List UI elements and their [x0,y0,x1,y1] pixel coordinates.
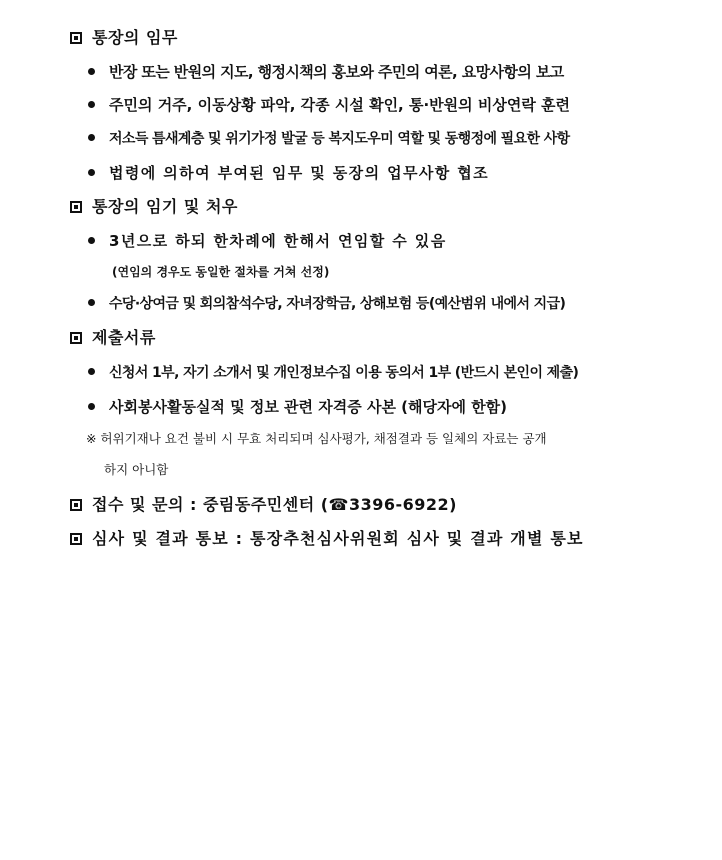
bullet-icon [88,101,95,108]
bullet-icon [88,134,95,141]
bullet-icon [88,169,95,176]
list-item-text: 신청서 1부, 자기 소개서 및 개인정보수집 이용 동의서 1부 (반드시 본인이 제출) [109,365,579,381]
square-marker-icon [70,332,82,344]
sub-note [112,260,329,284]
section-heading-text: 통장의 임무 [92,28,178,47]
list-item [88,361,578,385]
list-item-text: 사회봉사활동실적 및 정보 관련 자격증 사본 (해당자에 한함) [109,398,508,416]
section-heading-documents [70,326,156,350]
square-marker-icon [70,32,82,44]
section-heading-term [70,195,238,219]
bullet-icon [88,368,95,375]
square-marker-icon [70,533,82,545]
section-heading-review [70,527,584,551]
list-item-text: 저소득 틈새계층 및 위기가정 발굴 등 복지도우미 역할 및 동행정에 필요한 사항 [109,131,570,147]
list-item-text: 3년으로 하되 한차례에 한해서 연임할 수 있음 [109,232,447,250]
bullet-icon [88,403,95,410]
list-item [88,292,565,316]
section-heading-text: 통장의 임기 및 처우 [92,197,238,216]
list-item-text: 반장 또는 반원의 지도, 행정시책의 홍보와 주민의 여론, 요망사항의 보고 [109,63,564,81]
section-heading-duties [70,26,178,50]
note-text: 하지 아니함 [104,462,169,477]
section-heading-text: 제출서류 [92,328,156,347]
list-item [88,229,447,253]
section-heading-text: 접수 및 문의 : 중림동주민센터 (☎3396-6922) [92,495,457,514]
section-heading-contact [70,493,457,517]
bullet-icon [88,299,95,306]
bullet-icon [88,237,95,244]
list-item [88,395,507,419]
note-line-continued [104,458,168,482]
list-item-text: 법령에 의하여 부여된 임무 및 동장의 업무사항 협조 [109,164,490,182]
list-item [88,60,564,84]
list-item-text: 주민의 거주, 이동상황 파악, 각종 시설 확인, 통·반원의 비상연락 훈련 [109,96,571,114]
bullet-icon [88,68,95,75]
section-heading-text: 심사 및 결과 통보 : 통장추천심사위원회 심사 및 결과 개별 통보 [92,529,584,548]
square-marker-icon [70,499,82,511]
list-item [88,161,489,185]
list-item-text: 수당·상여금 및 회의참석수당, 자녀장학금, 상해보험 등(예산범위 내에서 지급) [109,296,566,312]
note-text: ※ 허위기재나 요건 불비 시 무효 처리되며 심사평가, 채점결과 등 일체의 자료는 공개 [86,431,547,446]
list-item [88,127,570,151]
list-item [88,93,570,117]
sub-note-text: (연임의 경우도 동일한 절차를 거쳐 선정) [112,265,330,279]
square-marker-icon [70,201,82,213]
note-line [86,427,547,451]
